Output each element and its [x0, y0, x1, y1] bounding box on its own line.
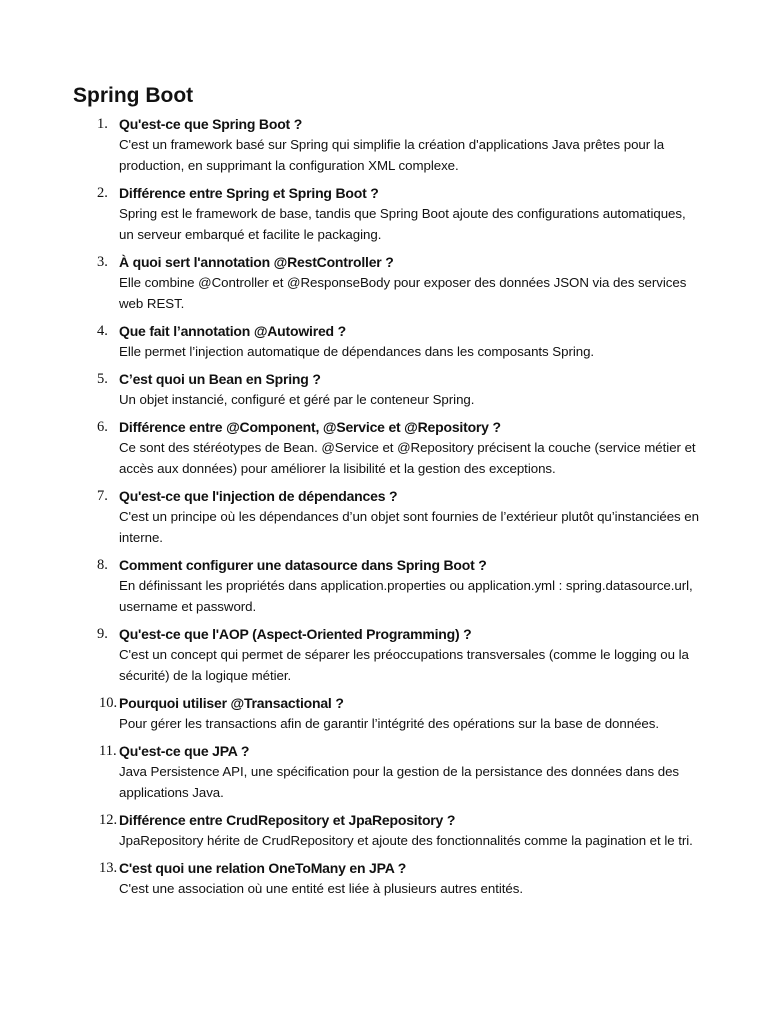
- item-number: 3.: [97, 254, 108, 270]
- qa-item-11: [0, 741, 768, 803]
- answer-text: Pour gérer les transactions afin de garantir l’intégrité des opérations sur la base de données.: [119, 716, 660, 731]
- document-title: Spring Boot: [73, 84, 194, 107]
- question-text: Différence entre @Component, @Service et @Repository ?: [119, 419, 501, 435]
- qa-item-6: [0, 417, 768, 479]
- question-text: C’est quoi un Bean en Spring ?: [119, 371, 321, 387]
- qa-item-5: [0, 369, 768, 410]
- item-number: 13.: [99, 860, 118, 876]
- answer-text: Un objet instancié, configuré et géré par le conteneur Spring.: [119, 392, 475, 407]
- item-number: 8.: [97, 557, 108, 573]
- qa-item-13: [0, 858, 768, 899]
- answer-text: Elle combine @Controller et @ResponseBody pour exposer des données JSON via des services web REST.: [119, 275, 687, 311]
- question-text: Qu'est-ce que Spring Boot ?: [119, 116, 303, 132]
- item-number: 9.: [97, 626, 108, 642]
- qa-item-10: [0, 693, 768, 734]
- qa-item-8: [0, 555, 768, 617]
- qa-list: [0, 114, 768, 906]
- answer-text: Java Persistence API, une spécification pour la gestion de la persistance des données dans des applications Java.: [119, 764, 680, 800]
- item-number: 1.: [97, 116, 108, 132]
- answer-text: Ce sont des stéréotypes de Bean. @Service et @Repository précisent la couche (service métier et accès aux données) pour améliorer la lisibilité et la gestion des exceptions.: [119, 440, 696, 476]
- item-number: 2.: [97, 185, 108, 201]
- item-number: 6.: [97, 419, 108, 435]
- qa-item-2: [0, 183, 768, 245]
- answer-text: C'est un principe où les dépendances d’un objet sont fournies de l’extérieur plutôt qu’instanciées en interne.: [119, 509, 699, 545]
- item-number: 5.: [97, 371, 108, 387]
- item-number: 12.: [99, 812, 118, 828]
- question-text: Pourquoi utiliser @Transactional ?: [119, 695, 344, 711]
- answer-text: En définissant les propriétés dans application.properties ou application.yml : spring.datasource.url, username et password.: [119, 578, 693, 614]
- qa-item-9: [0, 624, 768, 686]
- answer-text: Elle permet l’injection automatique de dépendances dans les composants Spring.: [119, 344, 595, 359]
- item-number: 7.: [97, 488, 108, 504]
- answer-text: JpaRepository hérite de CrudRepository et ajoute des fonctionnalités comme la pagination et le tri.: [119, 833, 693, 848]
- qa-item-12: [0, 810, 768, 851]
- qa-item-7: [0, 486, 768, 548]
- item-number: 10.: [99, 695, 118, 711]
- answer-text: C'est une association où une entité est liée à plusieurs autres entités.: [119, 881, 524, 896]
- question-text: Différence entre Spring et Spring Boot ?: [119, 185, 379, 201]
- qa-item-1: [0, 114, 768, 176]
- item-number: 11.: [99, 743, 117, 759]
- question-text: Qu'est-ce que l'AOP (Aspect-Oriented Programming) ?: [119, 626, 472, 642]
- question-text: Qu'est-ce que JPA ?: [119, 743, 250, 759]
- question-text: Comment configurer une datasource dans Spring Boot ?: [119, 557, 487, 573]
- question-text: C'est quoi une relation OneToMany en JPA ?: [119, 860, 407, 876]
- qa-item-3: [0, 252, 768, 314]
- question-text: Différence entre CrudRepository et JpaRepository ?: [119, 812, 456, 828]
- question-text: Qu'est-ce que l'injection de dépendances ?: [119, 488, 398, 504]
- question-text: À quoi sert l'annotation @RestController ?: [119, 254, 394, 270]
- question-text: Que fait l’annotation @Autowired ?: [119, 323, 346, 339]
- answer-text: C'est un framework basé sur Spring qui simplifie la création d'applications Java prêtes pour la production, en supprimant la configuration XML complexe.: [119, 137, 665, 173]
- item-number: 4.: [97, 323, 108, 339]
- answer-text: Spring est le framework de base, tandis que Spring Boot ajoute des configurations automatiques, un serveur embarqué et facilite le packaging.: [119, 206, 686, 242]
- qa-item-4: [0, 321, 768, 362]
- answer-text: C'est un concept qui permet de séparer les préoccupations transversales (comme le logging ou la sécurité) de la logique métier.: [119, 647, 689, 683]
